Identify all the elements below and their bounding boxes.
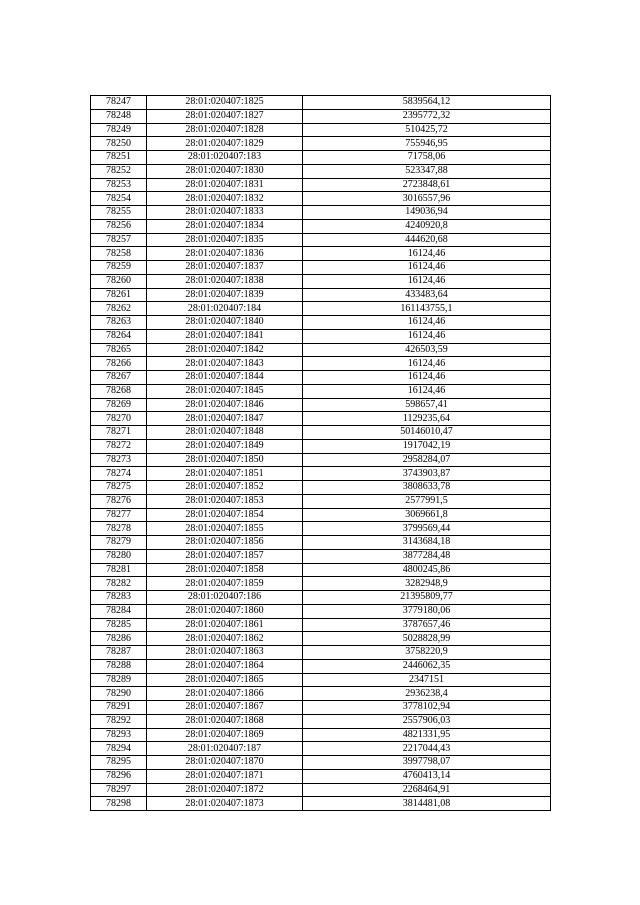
value-cell: 598657,41: [303, 398, 551, 412]
row-number-cell: 78263: [91, 316, 147, 330]
row-number-cell: 78288: [91, 659, 147, 673]
row-number-cell: 78254: [91, 192, 147, 206]
table-row: [91, 797, 551, 811]
table-row: [91, 316, 551, 330]
cadastral-number-cell: 28:01:020407:1834: [147, 219, 303, 233]
cadastral-number-cell: 28:01:020407:183: [147, 151, 303, 165]
value-cell: 16124,46: [303, 274, 551, 288]
value-cell: 3016557,96: [303, 192, 551, 206]
cadastral-number-cell: 28:01:020407:1863: [147, 646, 303, 660]
cadastral-number-cell: 28:01:020407:1872: [147, 783, 303, 797]
table-row: [91, 494, 551, 508]
value-cell: 5839564,12: [303, 96, 551, 110]
value-cell: 16124,46: [303, 316, 551, 330]
value-cell: 16124,46: [303, 384, 551, 398]
value-cell: 523347,88: [303, 164, 551, 178]
table-row: [91, 412, 551, 426]
row-number-cell: 78270: [91, 412, 147, 426]
value-cell: 433483,64: [303, 288, 551, 302]
cadastral-number-cell: 28:01:020407:1828: [147, 123, 303, 137]
cadastral-number-cell: 28:01:020407:1852: [147, 481, 303, 495]
value-cell: 2557906,03: [303, 714, 551, 728]
row-number-cell: 78291: [91, 701, 147, 715]
value-cell: 1917042,19: [303, 439, 551, 453]
cadastral-value-table: [90, 95, 551, 811]
value-cell: 2723848,61: [303, 178, 551, 192]
value-cell: 426503,59: [303, 343, 551, 357]
value-cell: 2958284,07: [303, 453, 551, 467]
cadastral-number-cell: 28:01:020407:186: [147, 591, 303, 605]
cadastral-number-cell: 28:01:020407:1862: [147, 632, 303, 646]
cadastral-number-cell: 28:01:020407:1835: [147, 233, 303, 247]
cadastral-number-cell: 28:01:020407:1873: [147, 797, 303, 811]
value-cell: 2395772,32: [303, 109, 551, 123]
table-row: [91, 701, 551, 715]
cadastral-number-cell: 28:01:020407:1866: [147, 687, 303, 701]
row-number-cell: 78292: [91, 714, 147, 728]
row-number-cell: 78282: [91, 577, 147, 591]
table-row: [91, 673, 551, 687]
table-row: [91, 577, 551, 591]
cadastral-number-cell: 28:01:020407:1839: [147, 288, 303, 302]
value-cell: 2577991,5: [303, 494, 551, 508]
cadastral-number-cell: 28:01:020407:1865: [147, 673, 303, 687]
value-cell: 5028828,99: [303, 632, 551, 646]
cadastral-number-cell: 28:01:020407:1847: [147, 412, 303, 426]
value-cell: 4760413,14: [303, 769, 551, 783]
value-cell: 149036,94: [303, 206, 551, 220]
table-row: [91, 604, 551, 618]
value-cell: 2217044,43: [303, 742, 551, 756]
table-row: [91, 659, 551, 673]
table-row: [91, 563, 551, 577]
value-cell: 2268464,91: [303, 783, 551, 797]
cadastral-number-cell: 28:01:020407:1842: [147, 343, 303, 357]
row-number-cell: 78256: [91, 219, 147, 233]
cadastral-number-cell: 28:01:020407:1856: [147, 536, 303, 550]
value-cell: 3069661,8: [303, 508, 551, 522]
cadastral-number-cell: 28:01:020407:1832: [147, 192, 303, 206]
cadastral-number-cell: 28:01:020407:1843: [147, 357, 303, 371]
table-row: [91, 151, 551, 165]
row-number-cell: 78287: [91, 646, 147, 660]
value-cell: 16124,46: [303, 261, 551, 275]
cadastral-number-cell: 28:01:020407:1827: [147, 109, 303, 123]
value-cell: 3814481,08: [303, 797, 551, 811]
table-row: [91, 206, 551, 220]
value-cell: 3799569,44: [303, 522, 551, 536]
cadastral-number-cell: 28:01:020407:1829: [147, 137, 303, 151]
table-row: [91, 192, 551, 206]
row-number-cell: 78273: [91, 453, 147, 467]
value-cell: 2446062,35: [303, 659, 551, 673]
value-cell: 3758220,9: [303, 646, 551, 660]
value-cell: 3778102,94: [303, 701, 551, 715]
table-row: [91, 247, 551, 261]
row-number-cell: 78272: [91, 439, 147, 453]
row-number-cell: 78283: [91, 591, 147, 605]
table-row: [91, 302, 551, 316]
row-number-cell: 78249: [91, 123, 147, 137]
table-row: [91, 728, 551, 742]
value-cell: 2347151: [303, 673, 551, 687]
value-cell: 71758,06: [303, 151, 551, 165]
row-number-cell: 78275: [91, 481, 147, 495]
value-cell: 16124,46: [303, 371, 551, 385]
table-row: [91, 756, 551, 770]
value-cell: 2936238,4: [303, 687, 551, 701]
table-row: [91, 549, 551, 563]
cadastral-number-cell: 28:01:020407:1833: [147, 206, 303, 220]
table-row: [91, 632, 551, 646]
table-row: [91, 123, 551, 137]
row-number-cell: 78252: [91, 164, 147, 178]
cadastral-number-cell: 28:01:020407:1837: [147, 261, 303, 275]
cadastral-number-cell: 28:01:020407:184: [147, 302, 303, 316]
row-number-cell: 78261: [91, 288, 147, 302]
row-number-cell: 78262: [91, 302, 147, 316]
value-cell: 161143755,1: [303, 302, 551, 316]
table-row: [91, 714, 551, 728]
value-cell: 4240920,8: [303, 219, 551, 233]
row-number-cell: 78251: [91, 151, 147, 165]
cadastral-number-cell: 28:01:020407:1850: [147, 453, 303, 467]
cadastral-number-cell: 28:01:020407:1871: [147, 769, 303, 783]
cadastral-number-cell: 28:01:020407:1864: [147, 659, 303, 673]
row-number-cell: 78285: [91, 618, 147, 632]
value-cell: 3787657,46: [303, 618, 551, 632]
value-cell: 3877284,48: [303, 549, 551, 563]
value-cell: 3743903,87: [303, 467, 551, 481]
cadastral-number-cell: 28:01:020407:1840: [147, 316, 303, 330]
row-number-cell: 78280: [91, 549, 147, 563]
value-cell: 21395809,77: [303, 591, 551, 605]
table-body: [91, 96, 551, 811]
cadastral-number-cell: 28:01:020407:1838: [147, 274, 303, 288]
cadastral-number-cell: 28:01:020407:187: [147, 742, 303, 756]
row-number-cell: 78289: [91, 673, 147, 687]
row-number-cell: 78257: [91, 233, 147, 247]
table-row: [91, 467, 551, 481]
cadastral-number-cell: 28:01:020407:1825: [147, 96, 303, 110]
cadastral-number-cell: 28:01:020407:1841: [147, 329, 303, 343]
table-row: [91, 357, 551, 371]
cadastral-number-cell: 28:01:020407:1867: [147, 701, 303, 715]
table-row: [91, 261, 551, 275]
row-number-cell: 78265: [91, 343, 147, 357]
table-row: [91, 398, 551, 412]
table-row: [91, 233, 551, 247]
table-row: [91, 371, 551, 385]
value-cell: 1129235,64: [303, 412, 551, 426]
row-number-cell: 78274: [91, 467, 147, 481]
table-row: [91, 618, 551, 632]
table-row: [91, 742, 551, 756]
cadastral-number-cell: 28:01:020407:1869: [147, 728, 303, 742]
row-number-cell: 78295: [91, 756, 147, 770]
table-row: [91, 481, 551, 495]
row-number-cell: 78269: [91, 398, 147, 412]
row-number-cell: 78286: [91, 632, 147, 646]
row-number-cell: 78271: [91, 426, 147, 440]
table-row: [91, 591, 551, 605]
cadastral-number-cell: 28:01:020407:1859: [147, 577, 303, 591]
row-number-cell: 78281: [91, 563, 147, 577]
row-number-cell: 78267: [91, 371, 147, 385]
row-number-cell: 78250: [91, 137, 147, 151]
table-row: [91, 329, 551, 343]
table-row: [91, 288, 551, 302]
table-row: [91, 164, 551, 178]
table-row: [91, 522, 551, 536]
row-number-cell: 78277: [91, 508, 147, 522]
value-cell: 16124,46: [303, 357, 551, 371]
cadastral-number-cell: 28:01:020407:1857: [147, 549, 303, 563]
cadastral-number-cell: 28:01:020407:1858: [147, 563, 303, 577]
row-number-cell: 78284: [91, 604, 147, 618]
value-cell: 4821331,95: [303, 728, 551, 742]
table-row: [91, 508, 551, 522]
row-number-cell: 78255: [91, 206, 147, 220]
row-number-cell: 78264: [91, 329, 147, 343]
table-row: [91, 453, 551, 467]
value-cell: 444620,68: [303, 233, 551, 247]
cadastral-number-cell: 28:01:020407:1851: [147, 467, 303, 481]
row-number-cell: 78248: [91, 109, 147, 123]
value-cell: 50146010,47: [303, 426, 551, 440]
cadastral-number-cell: 28:01:020407:1854: [147, 508, 303, 522]
value-cell: 510425,72: [303, 123, 551, 137]
table-row: [91, 96, 551, 110]
value-cell: 755946,95: [303, 137, 551, 151]
cadastral-number-cell: 28:01:020407:1853: [147, 494, 303, 508]
table-row: [91, 384, 551, 398]
row-number-cell: 78268: [91, 384, 147, 398]
table-row: [91, 439, 551, 453]
row-number-cell: 78276: [91, 494, 147, 508]
value-cell: 4800245,86: [303, 563, 551, 577]
value-cell: 3997798,07: [303, 756, 551, 770]
cadastral-number-cell: 28:01:020407:1830: [147, 164, 303, 178]
value-cell: 3808633,78: [303, 481, 551, 495]
row-number-cell: 78278: [91, 522, 147, 536]
table-row: [91, 343, 551, 357]
row-number-cell: 78296: [91, 769, 147, 783]
row-number-cell: 78298: [91, 797, 147, 811]
cadastral-number-cell: 28:01:020407:1849: [147, 439, 303, 453]
table-row: [91, 274, 551, 288]
row-number-cell: 78258: [91, 247, 147, 261]
row-number-cell: 78266: [91, 357, 147, 371]
cadastral-number-cell: 28:01:020407:1846: [147, 398, 303, 412]
table-row: [91, 109, 551, 123]
row-number-cell: 78293: [91, 728, 147, 742]
cadastral-number-cell: 28:01:020407:1868: [147, 714, 303, 728]
table-row: [91, 219, 551, 233]
value-cell: 3282948,9: [303, 577, 551, 591]
row-number-cell: 78259: [91, 261, 147, 275]
cadastral-number-cell: 28:01:020407:1870: [147, 756, 303, 770]
value-cell: 3143684,18: [303, 536, 551, 550]
table-row: [91, 137, 551, 151]
table-row: [91, 769, 551, 783]
row-number-cell: 78253: [91, 178, 147, 192]
value-cell: 16124,46: [303, 329, 551, 343]
table-row: [91, 783, 551, 797]
cadastral-number-cell: 28:01:020407:1848: [147, 426, 303, 440]
table-row: [91, 646, 551, 660]
row-number-cell: 78247: [91, 96, 147, 110]
cadastral-number-cell: 28:01:020407:1831: [147, 178, 303, 192]
value-cell: 16124,46: [303, 247, 551, 261]
value-cell: 3779180,06: [303, 604, 551, 618]
row-number-cell: 78294: [91, 742, 147, 756]
row-number-cell: 78279: [91, 536, 147, 550]
cadastral-number-cell: 28:01:020407:1845: [147, 384, 303, 398]
cadastral-number-cell: 28:01:020407:1855: [147, 522, 303, 536]
cadastral-number-cell: 28:01:020407:1836: [147, 247, 303, 261]
cadastral-number-cell: 28:01:020407:1861: [147, 618, 303, 632]
row-number-cell: 78297: [91, 783, 147, 797]
cadastral-number-cell: 28:01:020407:1860: [147, 604, 303, 618]
table-row: [91, 426, 551, 440]
table-row: [91, 536, 551, 550]
row-number-cell: 78290: [91, 687, 147, 701]
row-number-cell: 78260: [91, 274, 147, 288]
table-row: [91, 687, 551, 701]
cadastral-number-cell: 28:01:020407:1844: [147, 371, 303, 385]
table-row: [91, 178, 551, 192]
